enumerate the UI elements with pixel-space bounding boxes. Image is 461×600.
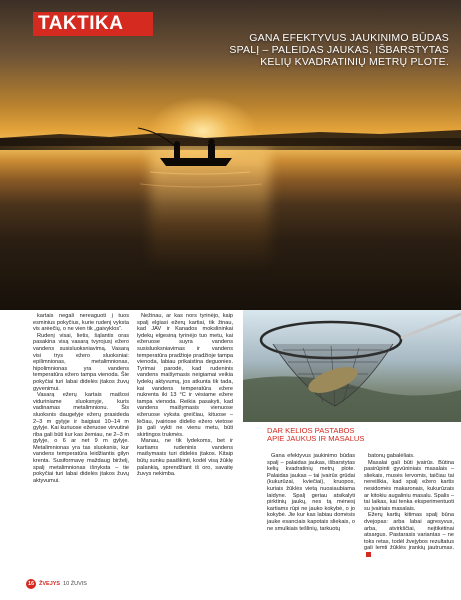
paragraph: Rudenį visai, lietis, šąlantis oras pasakina visą vasarą tvyrojusį ežero vandens susisluoksniavimą. Vasarą visi trys ežero sluoksniai: epilimnionas, metalimnionas, hipolimnionas yra vandens temperatūra ežero tampa vienoda. Šie pokyčiai turi labai didelės įtakos žuvų gyvenimui. [33,332,129,392]
magazine-name: ŽVEJYS [39,581,61,587]
paragraph [364,512,454,559]
sidebar-column-2 [364,453,454,560]
hero-caption: GANA EFEKTYVUS JAUKINIMO BŪDAS SPALĮ – PALEIDAS JAUKAS, IŠBARSTYTAS KELIŲ KVADRATINIŲ METRŲ PLOTE. [229,32,449,68]
sidebar-heading: DAR KELIOS PASTABOS APIE JAUKUS IR MASALUS [267,426,365,443]
landing-net-illustration [243,310,461,422]
paragraph: Gana efektyvus jaukinimo būdas spalį – palaidas jaukas, išbarstytas kelių kvadratinių metrų plote. Palaidas jaukas – tai įvairūs grūdai (kukurūzai, kviečiai), kruopos, kuriais žūklės vietą nuosiaubiama laidyne. Spalį geriau atsikalyti pirktinių jaukų, nes tą mėnesį kartiams rūpi ne jauko kokybė, o jo kokybė. Jie kur kas labiau domėsis jauke esanciais kapotais sliekais, o ne smulkiais tešlinių, tarkuotų [267,453,355,532]
page-number: 16 [27,581,35,587]
article-column-2 [137,313,233,478]
paragraph: Vasarą ežerų kartais maišosi viduriniame sluoksnyje, kuris vadinamas metalimnionu. Šis sluoksnis daugelyje ežerų prasideda 2–3 m gylyje ir baigiasi 10–14 m gylyje. Kai kuriuose ežeruose virvutinė riba gali būti kur kas žemiau, ne 2–3 m gylyje, o 6 ar net 9 m gylyje. Metalimnionas yra tas sluoksnis, kur vandens temperatūra leidžiantis gilyn krenta. Susiformavę maždaug birželį, spalį metalimnionas išnyksta – tie pokyčiai turi labai didelės įtakos žuvų aktyvumui. [33,392,129,484]
paragraph: kartais negali nereaguoti į tuos esminius pokyčius, kurie rudenį vyksta vis arėečių, o ne vien tik „gaivyklos“. [33,313,129,333]
paragraph: Masalai gali būti įvairūs. Būtina pasirūpinti gyvūniniais masalais – sliekais, musės lervomis, taičiau tai nereiškia, kad spalį ežero kartis nesidomės makaronais, kukurūzais ar kitokiu augaliniu masalu. Spalis – tai laikas, kai tenka eksperimentuoti su įvairiais masalais. [364,459,454,512]
paragraph: Manau, ne tik lydekoms, bet ir kartiams rudeninis vandens maišymasis turi didelės įtakos. Kitaip būtų sunku paaiškinti, kodėl visą žūklę palankią, sprendžiant iš oro, savaitę žuvys nekimba. [137,438,233,478]
end-of-article-mark [366,552,371,557]
issue-label: 10 ŽUVIS [63,581,87,587]
paragraph: batonų gabalėliais. [368,453,415,459]
inset-photo [243,310,461,422]
paragraph-text: Ežerų kartių kitimas spalį būna dvejopas: arba labai agresyvus, arba, atvirkščiai, neįtikėtinai atsargus. Pastarasis variantas – ne toks retas, todėl žvejybos rezultatus gali lemti žūklės įrankių jautrumas. [364,512,454,552]
category-badge: TAKTIKA [33,12,153,36]
paragraph: Nežinau, ar kas nors tyrinėjo, kaip spalį elgiasi ežerų kartiai, tik žinau, kad JAV ir Kanados mokslininkai lydekų elgesiną tyrinėjo tuo metu, kai ežeruose suyra vandens susisluoksniavimas ir vandens temperatūra pradžioje pradžioje tampa vienoda, labiau prikaistina deguonies. Tyrimai parodė, kad rudeninis vandens maišymasis neigiamai veikia lydekų aktyvumą, jos atkunta tik tada, kai vandens temperatūra ežere nukrenta iki 13 °C ir vėsiame ežere tampa vienoda. Reikia pasakyti, kad vandens maišymasis vienuose ežeruose vyksta greičiau, kituose – lėčiau, įvairiose didelio ežero vietose jis gali vykti ne vienu metu, būti skirtingos trukmės. [137,313,233,438]
article-column-1 [33,313,129,484]
page-footer [26,578,87,590]
sidebar-column-1 [267,453,355,532]
